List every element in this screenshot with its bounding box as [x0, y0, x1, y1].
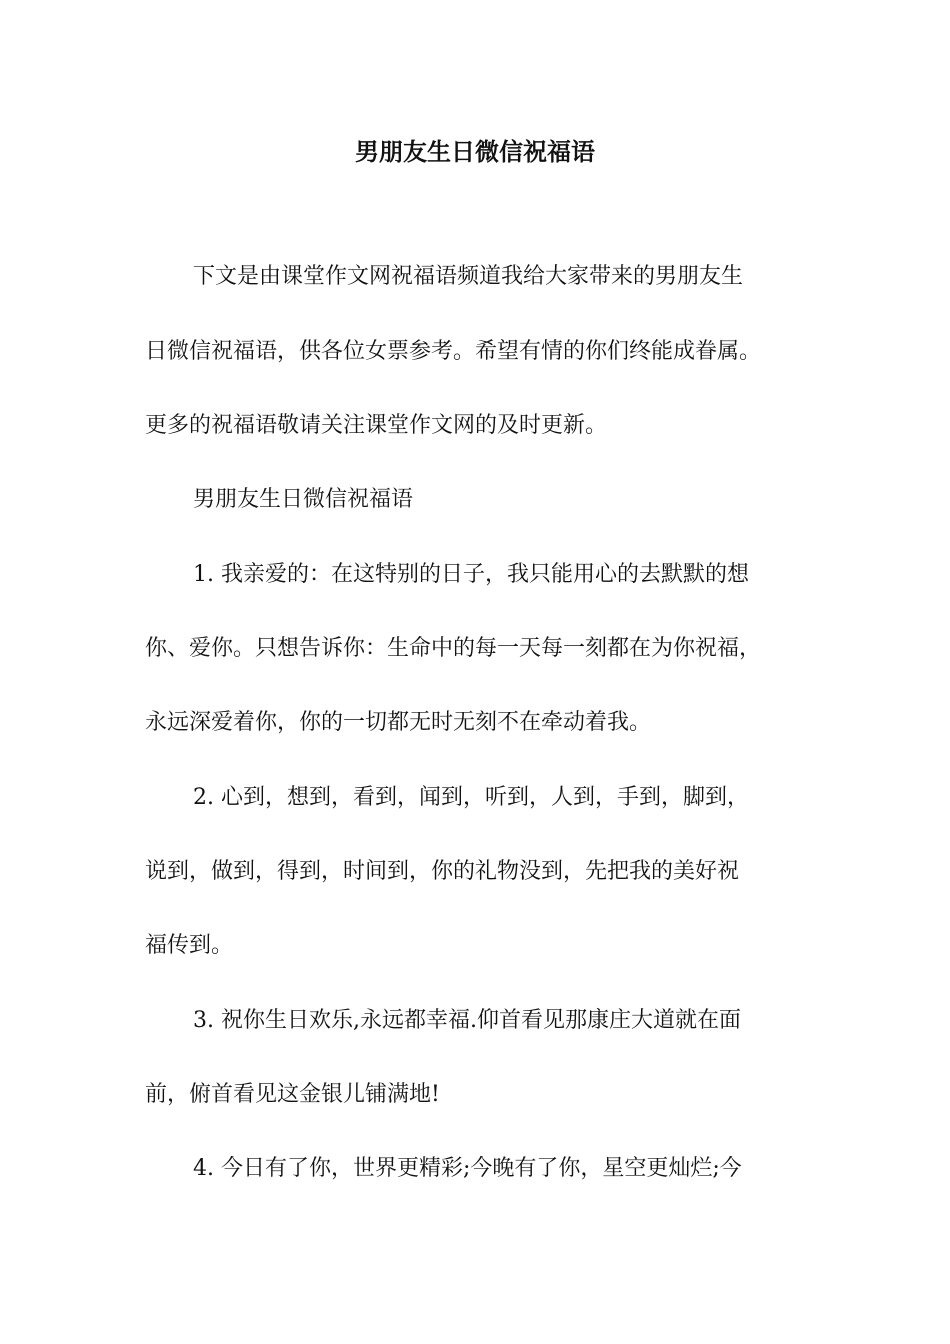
paragraph-line: 下文是由课堂作文网祝福语频道我给大家带来的男朋友生: [193, 264, 744, 289]
list-item-line: 你、爱你。只想告诉你：生命中的每一天每一刻都在为你祝福，: [145, 636, 762, 661]
paragraph-line: 更多的祝福语敬请关注课堂作文网的及时更新。: [145, 413, 608, 438]
list-item-line: 福传到。: [145, 933, 234, 958]
list-item-line: 前，俯首看见这金银儿铺满地!: [145, 1082, 440, 1107]
list-item-line: 永远深爱着你，你的一切都无时无刻不在牵动着我。: [145, 710, 652, 735]
section-heading: 男朋友生日微信祝福语: [193, 487, 414, 512]
list-item-line: 4. 今日有了你，世界更精彩;今晚有了你，星空更灿烂;今: [193, 1156, 742, 1181]
list-item-line: 1. 我亲爱的：在这特别的日子，我只能用心的去默默的想: [193, 562, 749, 587]
list-item-line: 3. 祝你生日欢乐,永远都幸福.仰首看见那康庄大道就在面: [193, 1008, 741, 1033]
paragraph-line: 日微信祝福语，供各位女票参考。希望有情的你们终能成眷属。: [145, 339, 762, 364]
page-title: 男朋友生日微信祝福语: [355, 137, 595, 166]
list-item-line: 说到，做到，得到，时间到，你的礼物没到，先把我的美好祝: [145, 859, 740, 884]
list-item-line: 2. 心到，想到，看到，闻到，听到，人到，手到，脚到，: [193, 785, 749, 810]
